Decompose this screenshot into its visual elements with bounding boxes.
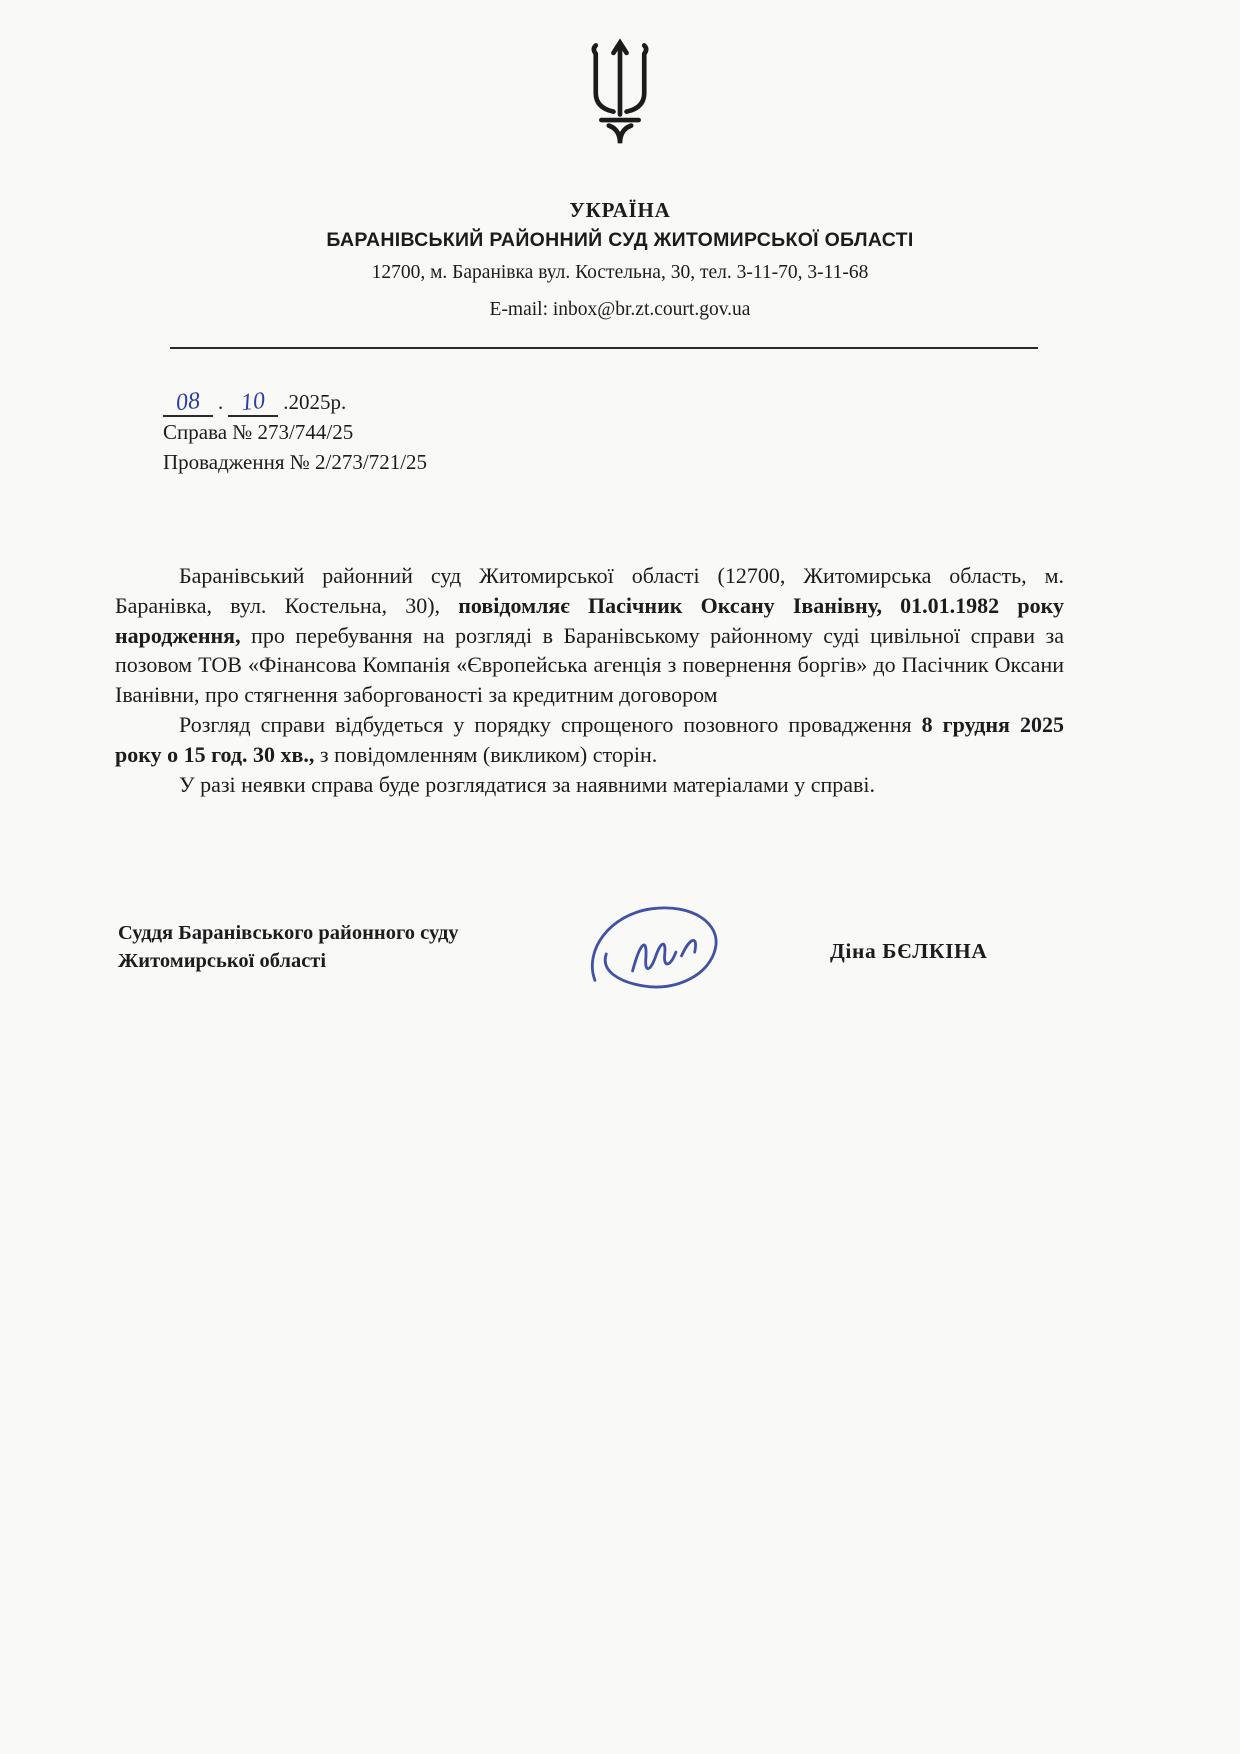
handwritten-month: 10: [239, 387, 267, 417]
date-day-blank: [163, 387, 213, 417]
judge-title-line2: Житомирської області: [118, 950, 327, 973]
notification-recipient-bold: повідомляє Пасічник Оксану Іванівну, 01.01.1982 року народження,: [115, 592, 1064, 648]
notification-text-2: про перебування на розгляді в Баранівському районному суді цивільної справи за позовом ТОВ «Фінансова Компанія «Європейська агенція з повернення боргів» до Пасічник Оксани Іванівни, про стягнення заборгованості за кредитним договором: [115, 622, 1064, 708]
header-divider: [170, 347, 1038, 349]
judge-name: Діна БЄЛКІНА: [830, 939, 988, 964]
proceeding-number: Провадження № 2/273/721/25: [163, 450, 428, 474]
court-address: 12700, м. Баранівка вул. Костельна, 30, тел. 3-11-70, 3-11-68: [371, 262, 869, 283]
signature-icon: [578, 897, 738, 1016]
notification-paragraph: [115, 561, 1064, 710]
ukraine-coat-of-arms-icon: [0, 38, 1240, 148]
absence-paragraph: У разі неявки справа буде розглядатися за наявними матеріалами у справі.: [179, 771, 875, 797]
court-email: E-mail: inbox@br.zt.court.gov.ua: [489, 299, 751, 320]
date-dot: .: [218, 390, 224, 414]
date-line: [163, 387, 1240, 417]
hearing-text-1: Розгляд справи відбудеться у порядку спрощеного позовного провадження: [179, 711, 922, 737]
letter-body: [115, 561, 1064, 799]
case-meta-block: [163, 387, 1240, 477]
hearing-date-bold: 8 грудня 2025 року о 15 год. 30 хв.,: [115, 711, 1064, 767]
handwritten-day: 08: [174, 387, 202, 417]
judge-title-line1: Суддя Баранівського районного суду: [118, 922, 459, 945]
country-name: УКРАЇНА: [569, 198, 671, 222]
hearing-paragraph: [115, 710, 1064, 770]
signature-block: [0, 919, 1240, 1069]
letterhead: [0, 0, 1240, 321]
case-number: Справа № 273/744/25: [163, 420, 354, 444]
judge-title: [118, 919, 459, 975]
date-year: .2025р.: [283, 390, 347, 414]
hearing-text-2: з повідомленням (викликом) сторін.: [319, 741, 658, 767]
date-month-blank: [228, 387, 278, 417]
notification-text-1: Баранівський районний суд Житомирської області (12700, Житомирська область, м. Баранівка, вул. Костельна, 30),: [115, 563, 1064, 618]
court-name: БАРАНІВСЬКИЙ РАЙОННИЙ СУД ЖИТОМИРСЬКОЇ ОБЛАСТІ: [326, 229, 914, 251]
